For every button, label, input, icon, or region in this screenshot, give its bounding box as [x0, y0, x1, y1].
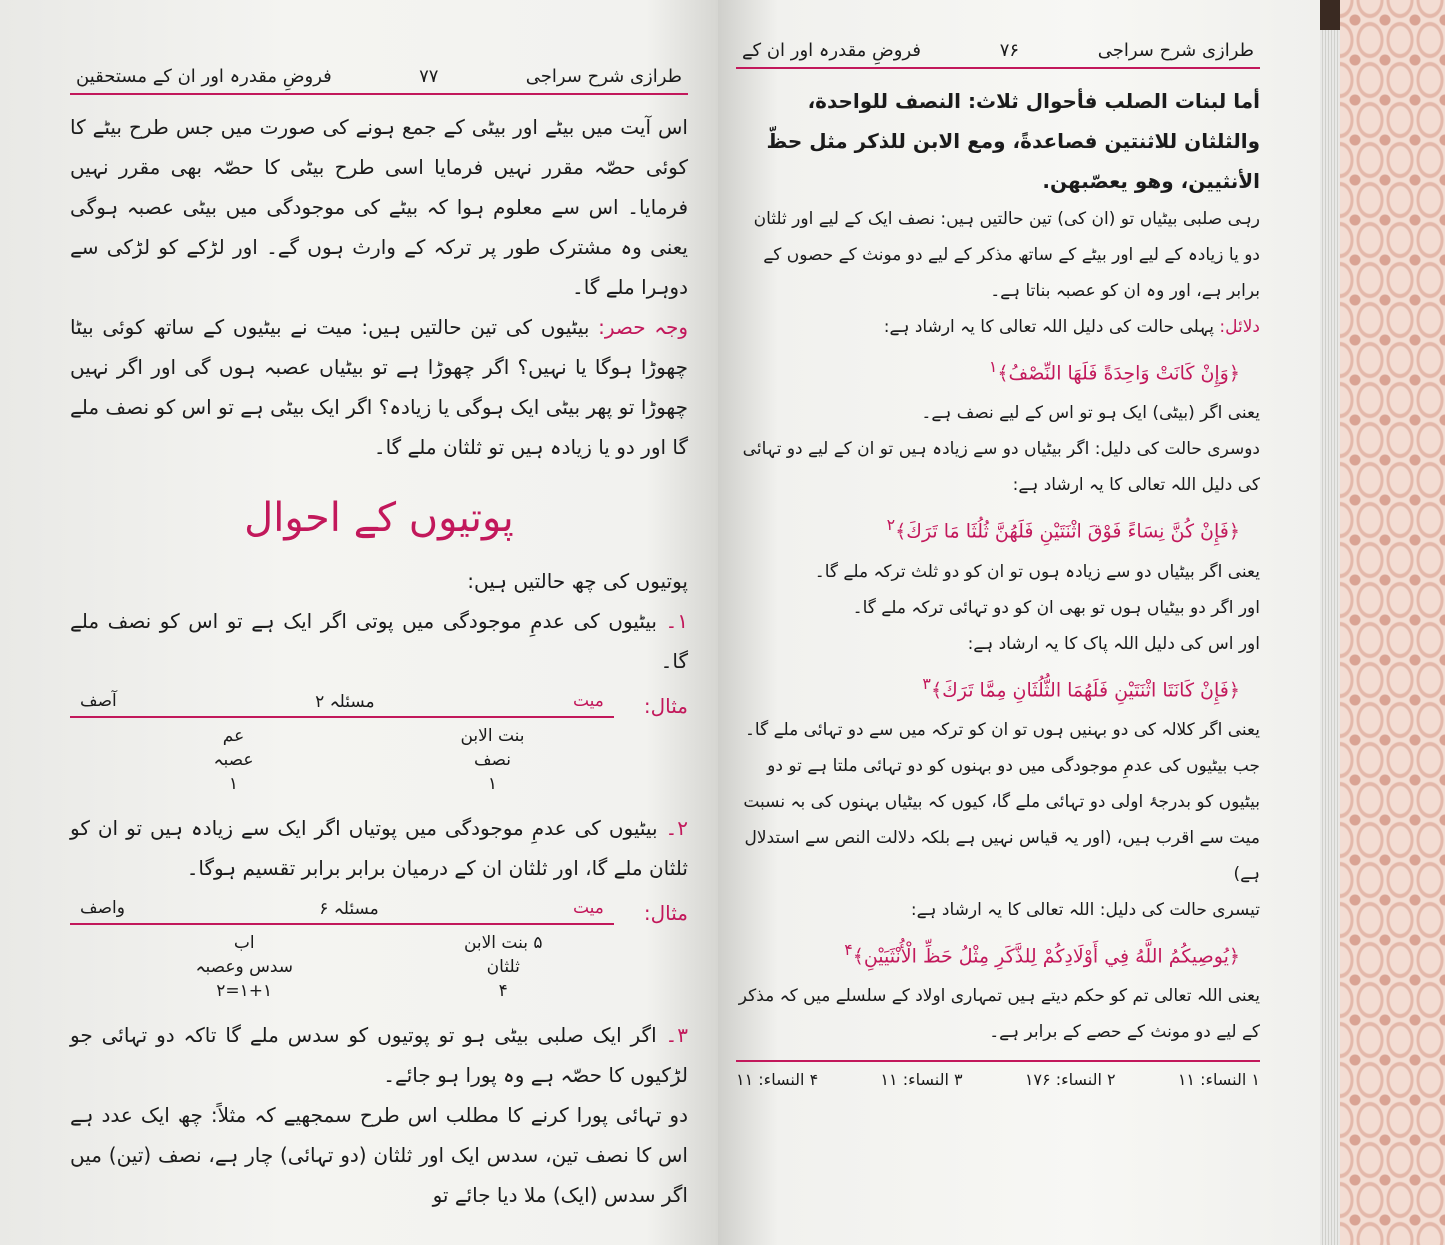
heir-column — [460, 724, 524, 796]
text: یعنی اللہ تعالی تم کو حکم دیتے ہیں تمہاری اولاد کے سلسلے میں کہ مذکر کے لیے دو مونث کے حصے — [738, 986, 1260, 1043]
case-1 — [70, 601, 688, 681]
text: نہیں فرمایا اسی طرح بیٹی کا حصّہ بھی مقرر نہیں فرمایا۔ اس سے معلوم ہوا کہ بیٹے کی موجودگی میں بیٹی — [70, 155, 689, 219]
case-number: ۳۔ — [665, 1023, 688, 1047]
section-intro: پوتیوں کی چھ حالتیں ہیں: — [467, 569, 688, 593]
footnote: ۱ النساء: ۱۱ — [1177, 1070, 1260, 1090]
right-page — [718, 0, 1320, 1245]
footnotes — [736, 1060, 1260, 1089]
text-line — [736, 431, 1260, 503]
text: دوسری حالت کی دلیل: اگر بیٹیاں دو سے زیادہ ہیں تو ان کے لیے دو تہائی کی دلیل اللہ تعالی کا یہ — [742, 439, 1260, 496]
arabic-text — [736, 81, 1260, 201]
text: اس آیت میں بیٹے اور بیٹی کے جمع ہونے کی صورت میں جس طرح بیٹے کا کوئی حصّہ مقرر — [70, 115, 689, 179]
heir-column — [195, 931, 293, 1003]
quran-verse — [736, 928, 1240, 978]
footnote: ۳ النساء: ۱۱ — [880, 1070, 963, 1090]
example-2 — [70, 898, 688, 1003]
text: ملے گا، کیوں کہ بیٹیاں بہنوں کی بہ نسبت میت سے اقرب ہیں، (اور یہ قیاس نہیں ہے بلکہ — [743, 791, 1260, 848]
dalail-label: دلائل: — [1219, 317, 1260, 337]
example-1 — [70, 691, 688, 796]
book-title: طرازی شرح سراجی — [1097, 40, 1254, 61]
heir: عم — [222, 726, 245, 746]
page-header — [736, 40, 1260, 69]
footnote: ۲ النساء: ۱۷۶ — [1024, 1070, 1116, 1090]
verse: ﴿وَإِنْ كَانَتْ وَاحِدَةً فَلَهَا النِّصْفُ﴾ — [997, 362, 1240, 385]
text-line — [736, 978, 1260, 1050]
text: دلالت النص سے استدلال ہے) — [744, 827, 1260, 884]
text: بیٹیوں کی عدمِ موجودگی میں پوتیاں اگر ایک سے زیادہ ہیں تو ان کو ثلثان ملے گا، — [70, 816, 688, 880]
footnote-marker: ۱ — [988, 357, 998, 376]
text-line: تیسری حالت کی دلیل: اللہ تعالی کا یہ ارشاد ہے: — [910, 899, 1260, 920]
verse: ﴿فَإِنْ كَانَتَا اثْنَتَيْنِ فَلَهُمَا الثُّلُثَانِ مِمَّا تَرَكَ﴾ — [930, 678, 1240, 701]
wajh-label: وجہ حصر: — [598, 315, 689, 339]
text: أما لبنات الصلب فأحوال ثلاث: النصف للواحدة، والثلثان للاثنتين — [807, 89, 1260, 153]
translation — [736, 201, 1260, 309]
value: ۱ — [228, 774, 239, 794]
dalail-line — [736, 309, 1260, 345]
text: دو تہائی پورا کرنے کا مطلب اس طرح سمجھیے کہ مثلاً: چھ ایک عدد ہے اس کا نصف تین، — [70, 1103, 688, 1167]
book-cover-pattern — [1340, 0, 1445, 1245]
case-number: ۲۔ — [665, 816, 688, 840]
footnote-marker: ۴ — [844, 939, 853, 959]
text: بیٹیوں کی تین حالتیں ہیں: میت نے بیٹیوں کے ساتھ کوئی بیٹا چھوڑا ہوگا یا نہیں؟ اگر — [70, 315, 688, 379]
page-number: ۷۶ — [999, 40, 1020, 61]
share: ثلثان — [486, 957, 520, 977]
case-2 — [70, 808, 688, 888]
left-page — [0, 0, 718, 1245]
quran-verse — [736, 503, 1240, 553]
example-rule — [70, 691, 614, 718]
text-line: یعنی اگر بیٹیاں دو سے زیادہ ہوں تو ان کو دو ثلث ترکہ ملے گا۔ — [814, 561, 1260, 582]
value: ۱ — [487, 774, 498, 794]
text: فصاعدةً، ومع الابن للذكر مثل حظّ الأنثيين، وهو يعصّبهن. — [766, 129, 1260, 193]
wajh-paragraph — [70, 307, 688, 467]
text: پہلی حالت کی دلیل اللہ تعالی کا یہ ارشاد ہے: — [883, 317, 1214, 337]
text: اور ثلثان ان کے درمیان برابر برابر تقسیم ہوگا۔ — [186, 856, 579, 880]
case-number: ۱۔ — [665, 609, 688, 633]
verse: ﴿فَإِنْ كُنَّ نِسَاءً فَوْقَ اثْنَتَيْنِ فَلَهُنَّ ثُلُثَا مَا تَرَكَ﴾ — [895, 520, 1240, 543]
example-rule — [70, 898, 614, 925]
text-line — [736, 748, 1260, 892]
quran-verse — [736, 662, 1240, 712]
example-label: مثال: — [643, 694, 688, 718]
section-heading: پوتیوں کے احوال — [244, 495, 514, 541]
heir-column — [464, 931, 543, 1003]
text: جب بیٹیوں کی عدمِ موجودگی میں دو بہنوں کو دو تہائی ملتا ہے تو دو بیٹیوں کو بدرجۂ اولی دو تہائی — [767, 755, 1260, 812]
masala: مسئلہ ۶ — [319, 899, 379, 919]
mayyit: میت — [572, 691, 604, 711]
text: اگر ایک صلبی بیٹی ہو تو پوتیوں کو سدس ملے گا تاکہ دو تہائی جو لڑکیوں کا حصّہ ہے وہ — [70, 1023, 688, 1087]
footnote-marker: ۲ — [886, 515, 896, 535]
heir: بنت الابن — [460, 726, 525, 746]
verse: ﴿يُوصِيكُمُ اللَّهُ فِي أَوْلَادِكُمْ لِلذَّكَرِ مِثْلُ حَظِّ الْأُنْثَيَيْنِ﴾ — [852, 945, 1240, 968]
masala: مسئلہ ۲ — [315, 692, 375, 712]
heir: اب — [233, 933, 255, 953]
heir-column — [214, 724, 254, 796]
text-line: یعنی اگر کلالہ کی دو بہنیں ہوں تو ان کو ترکہ میں سے دو تہائی ملے گا۔ — [744, 719, 1260, 740]
text: چھوڑا ہے تو بیٹیاں عصبہ ہوں گی اور اگر نہیں چھوڑا تو پھر بیٹی ایک ہوگی یا زیادہ؟ اگر ایک بیٹی — [70, 355, 689, 419]
value: ۱+۱=۲ — [216, 981, 273, 1001]
text: ارشاد ہے: — [1012, 475, 1084, 496]
deceased-name: آصف — [80, 691, 117, 711]
page-edges — [1320, 30, 1340, 1245]
text: سدس ایک اور ثلثان (دو تہائی) چار ہے، نصف (تین) میں اگر سدس (ایک) ملا دیا جائے تو — [70, 1143, 688, 1207]
share: نصف — [473, 750, 512, 770]
closing-paragraph — [70, 1095, 688, 1215]
deceased-name: واصف — [80, 898, 125, 918]
chapter-title: فروضِ مقدرہ اور ان کے مستحقین — [76, 66, 332, 87]
text-line: یعنی اگر (بیٹی) ایک ہو تو اس کے لیے نصف ہے۔ — [921, 403, 1260, 424]
share: سدس وعصبہ — [195, 957, 293, 977]
chapter-title: فروضِ مقدرہ اور ان کے — [742, 40, 922, 61]
share: عصبہ — [213, 750, 254, 770]
page-number: ۷۷ — [419, 66, 439, 87]
text: رہی صلبی بیٹیاں تو (ان کی) تین حالتیں ہیں: نصف ایک کے لیے اور ثلثان دو یا زیادہ کے لیے — [753, 209, 1260, 265]
text: ہے تو اس کو نصف ملے گا اور دو یا زیادہ ہیں تو ثلثان ملے گا۔ — [70, 395, 688, 459]
value: ۴ — [498, 981, 508, 1001]
page-header — [70, 66, 688, 95]
mayyit: میت — [572, 898, 604, 918]
text: عصبہ ہوگی یعنی وہ مشترک طور پر ترکہ کے وارث ہوں گے۔ اور لڑکے کو لڑکی سے دوہرا ملے گا۔ — [70, 195, 688, 299]
book-side — [1320, 0, 1445, 1245]
footnote: ۴ النساء: ۱۱ — [736, 1070, 819, 1090]
quran-verse — [736, 345, 1240, 395]
text-line: اور اس کی دلیل اللہ پاک کا یہ ارشاد ہے: — [967, 633, 1260, 654]
heir: ۵ بنت الابن — [463, 933, 543, 953]
text: پورا ہو جائے۔ — [383, 1063, 497, 1087]
example-label: مثال: — [643, 901, 688, 925]
text: بیٹیوں کی عدمِ موجودگی میں پوتی اگر ایک ہے تو اس کو نصف ملے گا۔ — [70, 609, 688, 673]
text: اور بیٹے کے ساتھ مذکر کے لیے دو مونث کے حصوں کے برابر ہے، اور وہ ان کو عصبہ بناتا ہے۔ — [763, 245, 1260, 301]
book-title: طرازی شرح سراجی — [525, 66, 682, 87]
text-line: اور اگر دو بیٹیاں ہوں تو بھی ان کو دو تہائی ترکہ ملے گا۔ — [852, 597, 1260, 618]
text-line — [70, 107, 688, 307]
case-3 — [70, 1015, 688, 1095]
footnote-marker: ۳ — [922, 673, 931, 693]
text: کے برابر ہے۔ — [989, 1022, 1081, 1043]
